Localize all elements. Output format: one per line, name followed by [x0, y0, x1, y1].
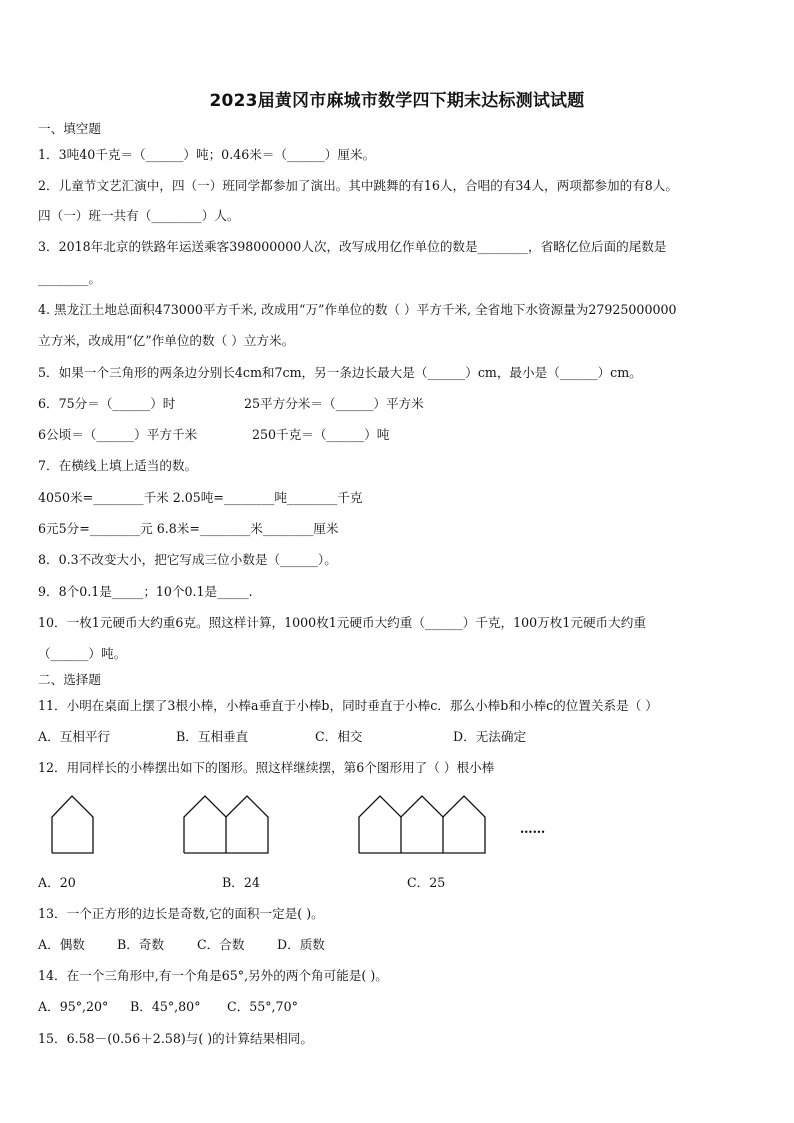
continuation-dots: ……: [520, 821, 546, 836]
q14-option-a: A．95°,20°: [38, 999, 109, 1014]
question-6-part-d: 250千克＝（______）吨: [252, 427, 390, 442]
q12-option-b: B．24: [222, 875, 260, 890]
q11-option-c: C．相交: [315, 729, 363, 744]
question-2-line-1: 2．儿童节文艺汇演中，四（一）班同学都参加了演出。其中跳舞的有16人，合唱的有34人，两项都参加的有8人。: [38, 178, 678, 193]
question-15: 15．6.58－(0.56＋2.58)与( )的计算结果相同。: [38, 1031, 313, 1046]
question-3-line-2: ________。: [38, 271, 101, 286]
q11-option-d: D．无法确定: [453, 729, 527, 744]
question-13: 13．一个正方形的边长是奇数,它的面积一定是( )。: [38, 906, 324, 921]
question-6-part-a: 6．75分＝（______）时: [38, 396, 176, 411]
q12-option-a: A．20: [38, 875, 76, 890]
question-10-line-1: 10．一枚1元硬币大约重6克。照这样计算，1000枚1元硬币大约重（______）千克，100万枚1元硬币大约重: [38, 615, 646, 630]
question-7-row-b: 6元5分=________元 6.8米=________米________厘米: [38, 521, 339, 536]
question-4-line-2: 立方米，改成用“亿”作单位的数（ ）立方米。: [38, 333, 295, 348]
question-9: 9．8个0.1是_____；10个0.1是_____.: [38, 584, 253, 599]
question-2-line-2: 四（一）班一共有（________）人。: [38, 208, 240, 223]
question-6-part-c: 6公顷＝（______）平方千米: [38, 427, 198, 442]
question-10-line-2: （______）吨。: [38, 646, 127, 661]
q14-option-c: C．55°,70°: [227, 999, 298, 1014]
question-12: 12．用同样长的小棒摆出如下的图形。照这样继续摆，第6个图形用了（ ）根小棒: [38, 760, 495, 775]
q13-option-c: C．合数: [197, 937, 245, 952]
q13-option-d: D．质数: [277, 937, 325, 952]
question-4-line-1: 4. 黑龙江土地总面积473000平方千米, 改成用“万”作单位的数（ ）平方千米, 全省地下水资源量为27925000000: [38, 302, 677, 317]
question-3-line-1: 3．2018年北京的铁路年运送乘客398000000人次，改写成用亿作单位的数是________，省略亿位后面的尾数是: [38, 239, 667, 254]
question-7: 7．在横线上填上适当的数。: [38, 458, 198, 473]
section-multiple-choice: 二、选择题: [38, 672, 101, 687]
house-figure-2: [184, 796, 268, 853]
question-5: 5．如果一个三角形的两条边分别长4cm和7cm，另一条边长最大是（______）cm，最小是（______）cm。: [38, 365, 642, 380]
section-fill-blank: 一、填空题: [38, 121, 101, 136]
question-8: 8．0.3不改变大小，把它写成三位小数是（______）。: [38, 552, 337, 567]
question-14: 14．在一个三角形中,有一个角是65°,另外的两个角可能是( )。: [38, 968, 388, 983]
q11-option-b: B．互相垂直: [176, 729, 249, 744]
question-6-part-b: 25平方分米＝（______）平方米: [244, 396, 424, 411]
page-title: 2023届黄冈市麻城市数学四下期末达标测试试题: [209, 91, 585, 111]
q14-option-b: B．45°,80°: [130, 999, 201, 1014]
q13-option-a: A．偶数: [38, 937, 85, 952]
question-1: 1．3吨40千克＝（______）吨；0.46米＝（______）厘米。: [38, 147, 376, 162]
q11-option-a: A．互相平行: [38, 729, 111, 744]
house-figure-3: [359, 796, 485, 853]
question-11: 11．小明在桌面上摆了3根小棒，小棒a垂直于小棒b，同时垂直于小棒c．那么小棒b和小棒c的位置关系是（ ）: [38, 698, 658, 713]
q12-option-c: C．25: [407, 875, 446, 890]
q13-option-b: B．奇数: [117, 937, 165, 952]
question-7-row-a: 4050米=________千米 2.05吨=________吨________千克: [38, 490, 363, 505]
house-figure-1: [52, 796, 93, 853]
